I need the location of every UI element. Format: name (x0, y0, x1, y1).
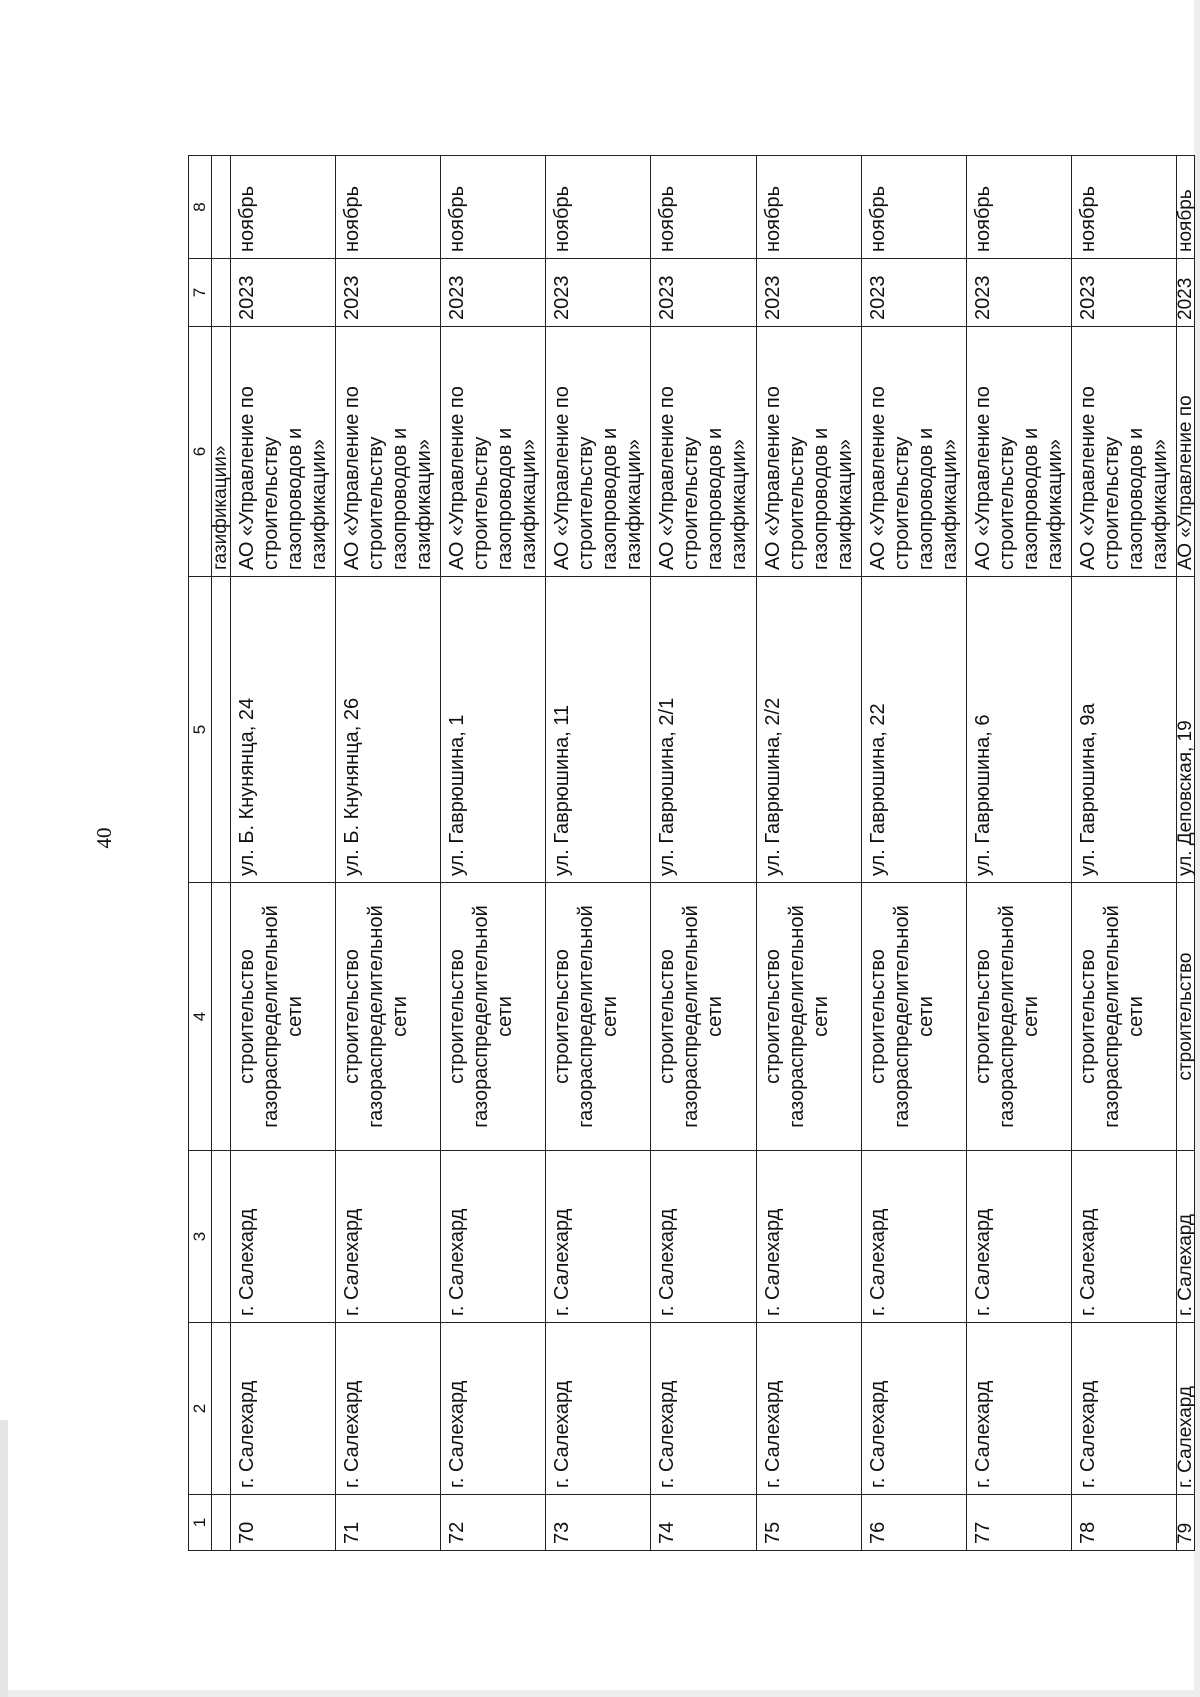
municipality-cell: г. Салехард (861, 1323, 966, 1495)
rotated-table-container (188, 156, 1195, 1551)
locality-cell: г. Салехард (966, 1151, 1071, 1323)
work-type-cell: строительство газораспределительной сети (756, 883, 861, 1151)
row-number: 75 (756, 1495, 861, 1551)
table-row (861, 156, 966, 1551)
municipality-cell: г. Салехард (1071, 1323, 1176, 1495)
contractor-cell: АО «Управление по (1176, 327, 1194, 577)
year-cell: 2023 (546, 259, 651, 327)
work-type-cell: строительство газораспределительной сети (231, 883, 336, 1151)
locality-cell: г. Салехард (336, 1151, 441, 1323)
month-cell: ноябрь (861, 156, 966, 259)
month-cell: ноябрь (651, 156, 756, 259)
locality-cell: г. Салехард (651, 1151, 756, 1323)
contractor-cell: АО «Управление по строительству газопроводов и газификации» (651, 327, 756, 577)
table-row (336, 156, 441, 1551)
table-row (966, 156, 1071, 1551)
locality-cell: г. Салехард (231, 1151, 336, 1323)
table-row (1176, 156, 1194, 1551)
address-cell: ул. Гаврюшина, 2/2 (756, 577, 861, 883)
row-number: 72 (441, 1495, 546, 1551)
address-cell: ул. Гаврюшина, 11 (546, 577, 651, 883)
address-cell: ул. Б. Кнунянца, 24 (231, 577, 336, 883)
column-number: 8 (189, 156, 212, 259)
column-number: 2 (189, 1323, 212, 1495)
column-number: 7 (189, 259, 212, 327)
municipality-cell: г. Салехард (336, 1323, 441, 1495)
address-cell: ул. Гаврюшина, 22 (861, 577, 966, 883)
locality-cell: г. Салехард (546, 1151, 651, 1323)
row-number: 73 (546, 1495, 651, 1551)
month-cell: ноябрь (336, 156, 441, 259)
work-type-cell: строительство (1176, 883, 1194, 1151)
row-number: 70 (231, 1495, 336, 1551)
work-type-cell: строительство газораспределительной сети (546, 883, 651, 1151)
address-cell: ул. Гаврюшина, 2/1 (651, 577, 756, 883)
contractor-cell: АО «Управление по строительству газопроводов и газификации» (1071, 327, 1176, 577)
year-cell: 2023 (966, 259, 1071, 327)
table-row (441, 156, 546, 1551)
locality-cell: г. Салехард (1071, 1151, 1176, 1323)
address-cell: ул. Гаврюшина, 6 (966, 577, 1071, 883)
year-cell: 2023 (336, 259, 441, 327)
table-row (546, 156, 651, 1551)
table-body (189, 156, 1195, 1551)
work-type-cell: строительство газораспределительной сети (1071, 883, 1176, 1151)
column-number: 4 (189, 883, 212, 1151)
column-number: 1 (189, 1495, 212, 1551)
table-row (1071, 156, 1176, 1551)
work-type-cell: строительство газораспределительной сети (441, 883, 546, 1151)
row-number: 79 (1176, 1495, 1194, 1551)
table-row (231, 156, 336, 1551)
column-number: 5 (189, 577, 212, 883)
contractor-cell: АО «Управление по строительству газопроводов и газификации» (546, 327, 651, 577)
year-cell: 2023 (756, 259, 861, 327)
page-edge-shadow (0, 1420, 8, 1697)
table-row (651, 156, 756, 1551)
work-type-cell: строительство газораспределительной сети (861, 883, 966, 1151)
work-type-cell: строительство газораспределительной сети (651, 883, 756, 1151)
municipality-cell: г. Салехард (441, 1323, 546, 1495)
year-cell: 2023 (441, 259, 546, 327)
contractor-cell: АО «Управление по строительству газопроводов и газификации» (336, 327, 441, 577)
municipality-cell: г. Салехард (756, 1323, 861, 1495)
year-cell: 2023 (651, 259, 756, 327)
row-number: 78 (1071, 1495, 1176, 1551)
carryover-row (212, 156, 231, 1551)
column-number: 3 (189, 1151, 212, 1323)
year-cell: 2023 (1071, 259, 1176, 327)
month-cell: ноябрь (546, 156, 651, 259)
month-cell: ноябрь (231, 156, 336, 259)
municipality-cell: г. Салехард (651, 1323, 756, 1495)
contractor-cell: АО «Управление по строительству газопроводов и газификации» (861, 327, 966, 577)
page-edge-shadow (0, 1690, 1200, 1697)
carryover-text: газификации» (212, 327, 231, 577)
year-cell: 2023 (1176, 259, 1194, 327)
column-number: 6 (189, 327, 212, 577)
address-cell: ул. Деповская, 19 (1176, 577, 1194, 883)
address-cell: ул. Б. Кнунянца, 26 (336, 577, 441, 883)
page-number: 40 (92, 827, 116, 849)
work-type-cell: строительство газораспределительной сети (336, 883, 441, 1151)
locality-cell: г. Салехард (756, 1151, 861, 1323)
municipality-cell: г. Салехард (1176, 1323, 1194, 1495)
month-cell: ноябрь (966, 156, 1071, 259)
row-number: 77 (966, 1495, 1071, 1551)
row-number: 76 (861, 1495, 966, 1551)
municipality-cell: г. Салехард (231, 1323, 336, 1495)
column-number-row (189, 156, 212, 1551)
locality-cell: г. Салехард (441, 1151, 546, 1323)
work-type-cell: строительство газораспределительной сети (966, 883, 1071, 1151)
table-row (756, 156, 861, 1551)
contractor-cell: АО «Управление по строительству газопроводов и газификации» (231, 327, 336, 577)
municipality-cell: г. Салехард (546, 1323, 651, 1495)
row-number: 74 (651, 1495, 756, 1551)
month-cell: ноябрь (756, 156, 861, 259)
municipality-cell: г. Салехард (966, 1323, 1071, 1495)
month-cell: ноябрь (1071, 156, 1176, 259)
contractor-cell: АО «Управление по строительству газопроводов и газификации» (441, 327, 546, 577)
year-cell: 2023 (861, 259, 966, 327)
locality-cell: г. Салехард (861, 1151, 966, 1323)
contractor-cell: АО «Управление по строительству газопроводов и газификации» (966, 327, 1071, 577)
month-cell: ноябрь (1176, 156, 1194, 259)
row-number: 71 (336, 1495, 441, 1551)
locality-cell: г. Салехард (1176, 1151, 1194, 1323)
year-cell: 2023 (231, 259, 336, 327)
gasification-schedule-table (188, 155, 1195, 1551)
contractor-cell: АО «Управление по строительству газопроводов и газификации» (756, 327, 861, 577)
address-cell: ул. Гаврюшина, 1 (441, 577, 546, 883)
month-cell: ноябрь (441, 156, 546, 259)
address-cell: ул. Гаврюшина, 9а (1071, 577, 1176, 883)
